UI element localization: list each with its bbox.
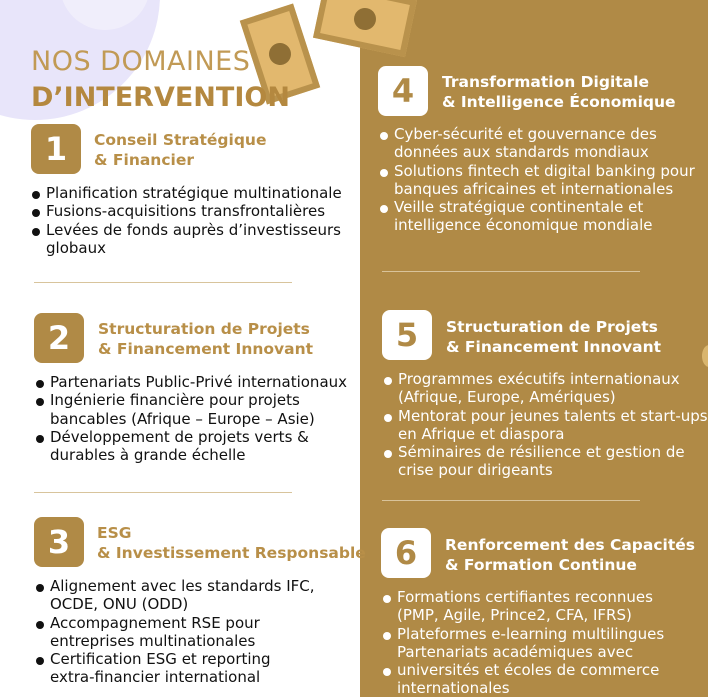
list-item: Ingénierie financière pour projets — [35, 391, 347, 409]
section-divider — [34, 492, 292, 493]
list-item-continuation: en Afrique et diaspora — [398, 424, 565, 443]
list-item: Fusions-acquisitions transfrontalières — [31, 202, 342, 220]
list-item: Solutions fintech et digital banking pour — [379, 162, 695, 180]
list-item-continuation: globaux — [46, 238, 106, 257]
section-heading: Structuration de Projets & Financement Innovant — [446, 318, 662, 356]
page-title-line1: NOS DOMAINES — [31, 46, 251, 77]
list-item-continuation: bancables (Afrique – Europe – Asie) — [50, 409, 315, 428]
list-item-continuation: Partenariats académiques avec — [397, 642, 634, 661]
section-number-badge: 3 — [34, 517, 84, 567]
list-item: Planification stratégique multinationale — [31, 184, 342, 202]
section-divider — [382, 271, 640, 272]
list-item: universités et écoles de commerce — [382, 661, 664, 679]
list-item: Accompagnement RSE pour — [35, 614, 315, 632]
list-item: Levées de fonds auprès d’investisseurs — [31, 221, 342, 239]
section-number-badge: 5 — [382, 310, 432, 360]
list-item: Mentorat pour jeunes talents et start-ups — [383, 407, 708, 425]
list-item-continuation: banques africaines et internationales — [394, 179, 674, 198]
section-bullet-list — [383, 370, 708, 480]
list-item-continuation: internationales — [397, 679, 510, 698]
list-item: Plateformes e-learning multilingues — [382, 625, 664, 643]
section-number-badge: 4 — [378, 66, 428, 116]
list-item-continuation: entreprises multinationales — [50, 631, 256, 650]
section-heading: Conseil Stratégique & Financier — [94, 131, 267, 169]
list-item: Veille stratégique continentale et — [379, 198, 695, 216]
section-heading: Renforcement des Capacités & Formation Continue — [445, 536, 695, 574]
section-bullet-list — [31, 184, 342, 257]
list-item-continuation: intelligence économique mondiale — [394, 216, 653, 235]
section-bullet-list — [35, 373, 347, 464]
list-item-continuation: (Afrique, Europe, Amériques) — [398, 388, 616, 407]
list-item-continuation: crise pour dirigeants — [398, 461, 553, 480]
page-title-line2: D’INTERVENTION — [31, 82, 290, 113]
section-divider — [382, 500, 640, 501]
section-divider — [34, 282, 292, 283]
section-bullet-list — [382, 588, 664, 698]
list-item: Partenariats Public-Privé internationaux — [35, 373, 347, 391]
section-bullet-list — [35, 577, 315, 687]
list-item: Formations certifiantes reconnues — [382, 588, 664, 606]
section-heading: Transformation Digitale & Intelligence Économique — [442, 73, 676, 111]
list-item-continuation: (PMP, Agile, Prince2, CFA, IFRS) — [397, 606, 632, 625]
section-heading: ESG & Investissement Responsable — [97, 524, 366, 562]
section-number-badge: 1 — [31, 124, 81, 174]
list-item: Cyber-sécurité et gouvernance des — [379, 125, 695, 143]
list-item: Certification ESG et reporting — [35, 650, 315, 668]
section-number-badge: 6 — [381, 528, 431, 578]
list-item: Alignement avec les standards IFC, — [35, 577, 315, 595]
list-item-continuation: OCDE, ONU (ODD) — [50, 595, 189, 614]
list-item-continuation: extra-financier international — [50, 668, 261, 687]
section-bullet-list — [379, 125, 695, 235]
list-item: Programmes exécutifs internationaux — [383, 370, 708, 388]
list-item-continuation: données aux standards mondiaux — [394, 143, 649, 162]
section-heading: Structuration de Projets & Financement Innovant — [98, 320, 314, 358]
list-item: Développement de projets verts & — [35, 428, 347, 446]
section-number-badge: 2 — [34, 313, 84, 363]
list-item-continuation: durables à grande échelle — [50, 446, 246, 465]
list-item: Séminaires de résilience et gestion de — [383, 443, 708, 461]
banknote-icon — [313, 0, 417, 57]
